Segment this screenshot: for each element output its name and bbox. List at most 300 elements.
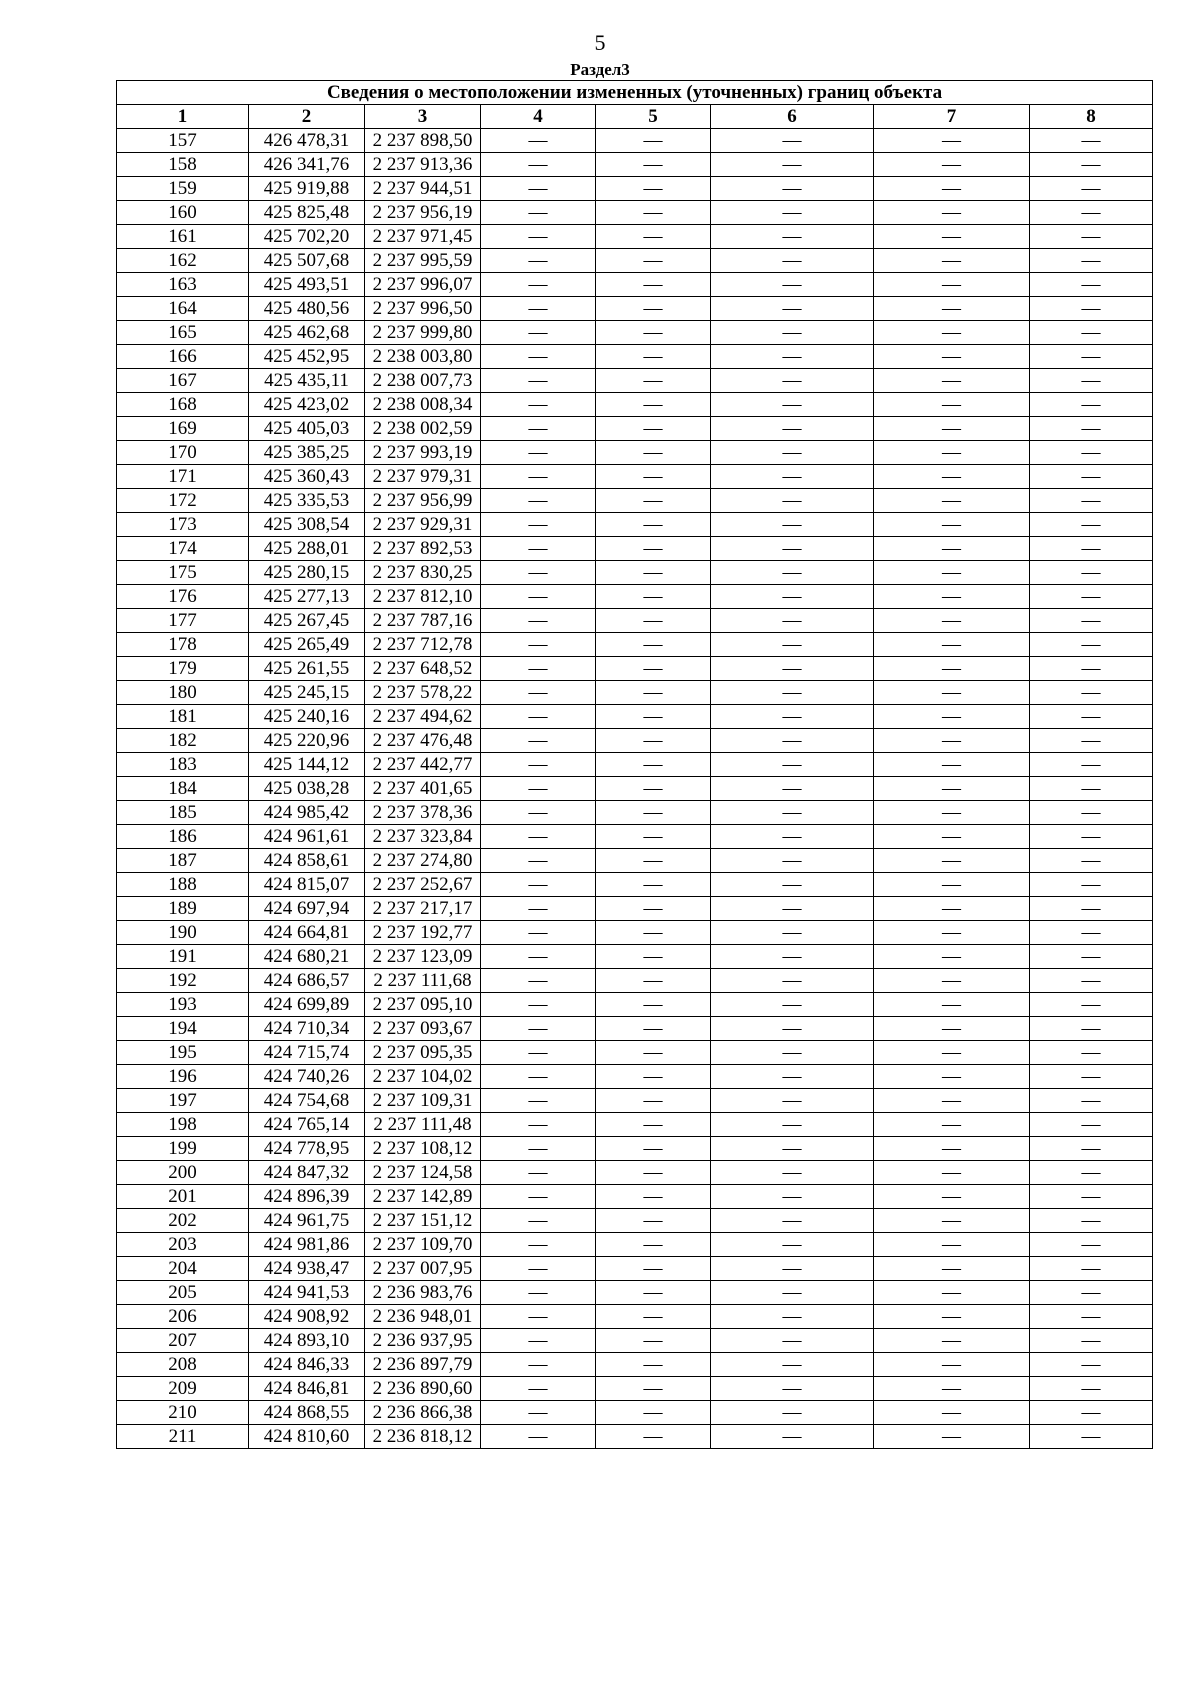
y-coordinate-cell: 2 237 993,19: [365, 441, 481, 465]
table-row: [117, 585, 1153, 609]
y-coordinate-cell: 2 237 123,09: [365, 945, 481, 969]
x-coordinate-cell: 424 710,34: [249, 1017, 365, 1041]
table-row: [117, 801, 1153, 825]
empty-value-cell: —: [1030, 1137, 1153, 1161]
empty-value-cell: —: [481, 225, 596, 249]
x-coordinate-cell: 424 868,55: [249, 1401, 365, 1425]
empty-value-cell: —: [1030, 1401, 1153, 1425]
empty-value-cell: —: [481, 609, 596, 633]
empty-value-cell: —: [874, 1281, 1030, 1305]
empty-value-cell: —: [481, 1233, 596, 1257]
empty-value-cell: —: [1030, 273, 1153, 297]
empty-value-cell: —: [596, 1065, 711, 1089]
empty-value-cell: —: [481, 585, 596, 609]
empty-value-cell: —: [481, 1281, 596, 1305]
empty-value-cell: —: [874, 657, 1030, 681]
empty-value-cell: —: [481, 1209, 596, 1233]
empty-value-cell: —: [481, 945, 596, 969]
table-row: [117, 345, 1153, 369]
y-coordinate-cell: 2 237 151,12: [365, 1209, 481, 1233]
empty-value-cell: —: [1030, 1329, 1153, 1353]
empty-value-cell: —: [711, 1281, 874, 1305]
y-coordinate-cell: 2 237 712,78: [365, 633, 481, 657]
y-coordinate-cell: 2 236 983,76: [365, 1281, 481, 1305]
empty-value-cell: —: [1030, 825, 1153, 849]
empty-value-cell: —: [711, 153, 874, 177]
empty-value-cell: —: [711, 753, 874, 777]
empty-value-cell: —: [481, 489, 596, 513]
y-coordinate-cell: 2 237 378,36: [365, 801, 481, 825]
empty-value-cell: —: [596, 249, 711, 273]
empty-value-cell: —: [596, 993, 711, 1017]
table-row: [117, 1233, 1153, 1257]
empty-value-cell: —: [874, 1113, 1030, 1137]
empty-value-cell: —: [481, 1161, 596, 1185]
empty-value-cell: —: [481, 1329, 596, 1353]
y-coordinate-cell: 2 237 929,31: [365, 513, 481, 537]
empty-value-cell: —: [874, 681, 1030, 705]
empty-value-cell: —: [1030, 153, 1153, 177]
empty-value-cell: —: [1030, 321, 1153, 345]
y-coordinate-cell: 2 237 787,16: [365, 609, 481, 633]
point-number-cell: 194: [117, 1017, 249, 1041]
empty-value-cell: —: [596, 1089, 711, 1113]
x-coordinate-cell: 424 908,92: [249, 1305, 365, 1329]
empty-value-cell: —: [711, 705, 874, 729]
y-coordinate-cell: 2 237 252,67: [365, 873, 481, 897]
empty-value-cell: —: [596, 585, 711, 609]
table-row: [117, 705, 1153, 729]
column-header: 3: [365, 105, 481, 129]
table-row: [117, 153, 1153, 177]
empty-value-cell: —: [1030, 1017, 1153, 1041]
column-header: 1: [117, 105, 249, 129]
x-coordinate-cell: 425 405,03: [249, 417, 365, 441]
empty-value-cell: —: [1030, 777, 1153, 801]
point-number-cell: 186: [117, 825, 249, 849]
empty-value-cell: —: [711, 1329, 874, 1353]
y-coordinate-cell: 2 237 274,80: [365, 849, 481, 873]
point-number-cell: 191: [117, 945, 249, 969]
y-coordinate-cell: 2 237 812,10: [365, 585, 481, 609]
empty-value-cell: —: [1030, 1209, 1153, 1233]
empty-value-cell: —: [874, 1329, 1030, 1353]
x-coordinate-cell: 425 277,13: [249, 585, 365, 609]
empty-value-cell: —: [481, 825, 596, 849]
empty-value-cell: —: [596, 1425, 711, 1449]
empty-value-cell: —: [874, 969, 1030, 993]
empty-value-cell: —: [1030, 1377, 1153, 1401]
empty-value-cell: —: [1030, 681, 1153, 705]
point-number-cell: 210: [117, 1401, 249, 1425]
empty-value-cell: —: [874, 1305, 1030, 1329]
empty-value-cell: —: [874, 393, 1030, 417]
point-number-cell: 190: [117, 921, 249, 945]
y-coordinate-cell: 2 237 898,50: [365, 129, 481, 153]
empty-value-cell: —: [481, 801, 596, 825]
empty-value-cell: —: [596, 1377, 711, 1401]
point-number-cell: 168: [117, 393, 249, 417]
empty-value-cell: —: [481, 993, 596, 1017]
y-coordinate-cell: 2 237 108,12: [365, 1137, 481, 1161]
point-number-cell: 181: [117, 705, 249, 729]
empty-value-cell: —: [481, 369, 596, 393]
empty-value-cell: —: [596, 1017, 711, 1041]
empty-value-cell: —: [711, 1233, 874, 1257]
empty-value-cell: —: [596, 561, 711, 585]
x-coordinate-cell: 425 335,53: [249, 489, 365, 513]
x-coordinate-cell: 424 699,89: [249, 993, 365, 1017]
empty-value-cell: —: [596, 921, 711, 945]
empty-value-cell: —: [711, 1425, 874, 1449]
empty-value-cell: —: [1030, 753, 1153, 777]
empty-value-cell: —: [1030, 921, 1153, 945]
x-coordinate-cell: 425 308,54: [249, 513, 365, 537]
empty-value-cell: —: [481, 177, 596, 201]
empty-value-cell: —: [711, 1185, 874, 1209]
y-coordinate-cell: 2 237 109,70: [365, 1233, 481, 1257]
x-coordinate-cell: 425 385,25: [249, 441, 365, 465]
empty-value-cell: —: [1030, 1161, 1153, 1185]
empty-value-cell: —: [1030, 657, 1153, 681]
empty-value-cell: —: [596, 201, 711, 225]
table-row: [117, 1137, 1153, 1161]
table-row: [117, 225, 1153, 249]
x-coordinate-cell: 425 038,28: [249, 777, 365, 801]
y-coordinate-cell: 2 237 109,31: [365, 1089, 481, 1113]
point-number-cell: 187: [117, 849, 249, 873]
empty-value-cell: —: [1030, 1353, 1153, 1377]
empty-value-cell: —: [596, 705, 711, 729]
point-number-cell: 200: [117, 1161, 249, 1185]
x-coordinate-cell: 426 341,76: [249, 153, 365, 177]
empty-value-cell: —: [1030, 537, 1153, 561]
empty-value-cell: —: [874, 1257, 1030, 1281]
empty-value-cell: —: [596, 1401, 711, 1425]
empty-value-cell: —: [481, 273, 596, 297]
point-number-cell: 177: [117, 609, 249, 633]
boundary-coordinates-table: [116, 80, 1153, 1449]
point-number-cell: 163: [117, 273, 249, 297]
empty-value-cell: —: [874, 249, 1030, 273]
x-coordinate-cell: 425 452,95: [249, 345, 365, 369]
table-body: [117, 129, 1153, 1449]
empty-value-cell: —: [596, 129, 711, 153]
empty-value-cell: —: [481, 681, 596, 705]
x-coordinate-cell: 424 981,86: [249, 1233, 365, 1257]
empty-value-cell: —: [596, 1113, 711, 1137]
empty-value-cell: —: [874, 1425, 1030, 1449]
empty-value-cell: —: [711, 1209, 874, 1233]
point-number-cell: 184: [117, 777, 249, 801]
x-coordinate-cell: 425 423,02: [249, 393, 365, 417]
column-header: 4: [481, 105, 596, 129]
empty-value-cell: —: [711, 1401, 874, 1425]
x-coordinate-cell: 425 245,15: [249, 681, 365, 705]
table-row: [117, 1017, 1153, 1041]
y-coordinate-cell: 2 237 217,17: [365, 897, 481, 921]
empty-value-cell: —: [481, 345, 596, 369]
point-number-cell: 192: [117, 969, 249, 993]
table-row: [117, 921, 1153, 945]
y-coordinate-cell: 2 236 890,60: [365, 1377, 481, 1401]
empty-value-cell: —: [711, 921, 874, 945]
empty-value-cell: —: [874, 1137, 1030, 1161]
y-coordinate-cell: 2 237 995,59: [365, 249, 481, 273]
x-coordinate-cell: 425 288,01: [249, 537, 365, 561]
empty-value-cell: —: [1030, 513, 1153, 537]
empty-value-cell: —: [874, 1017, 1030, 1041]
empty-value-cell: —: [711, 993, 874, 1017]
point-number-cell: 160: [117, 201, 249, 225]
empty-value-cell: —: [596, 1305, 711, 1329]
empty-value-cell: —: [874, 417, 1030, 441]
y-coordinate-cell: 2 237 830,25: [365, 561, 481, 585]
empty-value-cell: —: [711, 465, 874, 489]
empty-value-cell: —: [596, 1137, 711, 1161]
empty-value-cell: —: [874, 633, 1030, 657]
empty-value-cell: —: [711, 1137, 874, 1161]
x-coordinate-cell: 425 493,51: [249, 273, 365, 297]
table-row: [117, 873, 1153, 897]
x-coordinate-cell: 425 462,68: [249, 321, 365, 345]
empty-value-cell: —: [711, 945, 874, 969]
empty-value-cell: —: [711, 729, 874, 753]
empty-value-cell: —: [711, 561, 874, 585]
empty-value-cell: —: [711, 129, 874, 153]
point-number-cell: 176: [117, 585, 249, 609]
table-row: [117, 1065, 1153, 1089]
y-coordinate-cell: 2 237 095,10: [365, 993, 481, 1017]
point-number-cell: 183: [117, 753, 249, 777]
table-row: [117, 465, 1153, 489]
empty-value-cell: —: [481, 561, 596, 585]
empty-value-cell: —: [596, 681, 711, 705]
empty-value-cell: —: [481, 1065, 596, 1089]
empty-value-cell: —: [481, 201, 596, 225]
x-coordinate-cell: 424 896,39: [249, 1185, 365, 1209]
column-header: 7: [874, 105, 1030, 129]
y-coordinate-cell: 2 236 897,79: [365, 1353, 481, 1377]
empty-value-cell: —: [874, 1377, 1030, 1401]
empty-value-cell: —: [874, 273, 1030, 297]
empty-value-cell: —: [874, 465, 1030, 489]
x-coordinate-cell: 425 507,68: [249, 249, 365, 273]
y-coordinate-cell: 2 237 648,52: [365, 657, 481, 681]
empty-value-cell: —: [711, 273, 874, 297]
empty-value-cell: —: [711, 825, 874, 849]
x-coordinate-cell: 424 680,21: [249, 945, 365, 969]
empty-value-cell: —: [711, 873, 874, 897]
empty-value-cell: —: [596, 369, 711, 393]
x-coordinate-cell: 424 715,74: [249, 1041, 365, 1065]
empty-value-cell: —: [874, 153, 1030, 177]
empty-value-cell: —: [874, 1233, 1030, 1257]
empty-value-cell: —: [711, 1257, 874, 1281]
empty-value-cell: —: [1030, 345, 1153, 369]
empty-value-cell: —: [874, 753, 1030, 777]
empty-value-cell: —: [596, 801, 711, 825]
empty-value-cell: —: [596, 321, 711, 345]
table-row: [117, 1209, 1153, 1233]
y-coordinate-cell: 2 237 892,53: [365, 537, 481, 561]
x-coordinate-cell: 424 961,61: [249, 825, 365, 849]
x-coordinate-cell: 424 664,81: [249, 921, 365, 945]
empty-value-cell: —: [1030, 1281, 1153, 1305]
empty-value-cell: —: [874, 225, 1030, 249]
table-row: [117, 1113, 1153, 1137]
empty-value-cell: —: [874, 561, 1030, 585]
point-number-cell: 198: [117, 1113, 249, 1137]
x-coordinate-cell: 424 810,60: [249, 1425, 365, 1449]
empty-value-cell: —: [481, 729, 596, 753]
empty-value-cell: —: [874, 321, 1030, 345]
table-row: [117, 201, 1153, 225]
x-coordinate-cell: 425 825,48: [249, 201, 365, 225]
x-coordinate-cell: 425 702,20: [249, 225, 365, 249]
empty-value-cell: —: [874, 1161, 1030, 1185]
empty-value-cell: —: [481, 1257, 596, 1281]
empty-value-cell: —: [711, 585, 874, 609]
empty-value-cell: —: [481, 1041, 596, 1065]
empty-value-cell: —: [1030, 561, 1153, 585]
empty-value-cell: —: [596, 225, 711, 249]
column-header-row: [117, 105, 1153, 129]
table-caption-row: [117, 81, 1153, 105]
empty-value-cell: —: [711, 897, 874, 921]
table-row: [117, 993, 1153, 1017]
x-coordinate-cell: 424 740,26: [249, 1065, 365, 1089]
empty-value-cell: —: [596, 729, 711, 753]
empty-value-cell: —: [711, 489, 874, 513]
empty-value-cell: —: [711, 249, 874, 273]
point-number-cell: 209: [117, 1377, 249, 1401]
empty-value-cell: —: [1030, 609, 1153, 633]
table-row: [117, 681, 1153, 705]
empty-value-cell: —: [1030, 225, 1153, 249]
empty-value-cell: —: [1030, 873, 1153, 897]
y-coordinate-cell: 2 236 818,12: [365, 1425, 481, 1449]
empty-value-cell: —: [1030, 465, 1153, 489]
empty-value-cell: —: [711, 1353, 874, 1377]
x-coordinate-cell: 424 765,14: [249, 1113, 365, 1137]
empty-value-cell: —: [874, 705, 1030, 729]
empty-value-cell: —: [711, 801, 874, 825]
point-number-cell: 175: [117, 561, 249, 585]
empty-value-cell: —: [596, 1185, 711, 1209]
point-number-cell: 189: [117, 897, 249, 921]
y-coordinate-cell: 2 237 142,89: [365, 1185, 481, 1209]
point-number-cell: 174: [117, 537, 249, 561]
point-number-cell: 170: [117, 441, 249, 465]
y-coordinate-cell: 2 237 979,31: [365, 465, 481, 489]
y-coordinate-cell: 2 237 971,45: [365, 225, 481, 249]
empty-value-cell: —: [596, 633, 711, 657]
table-row: [117, 969, 1153, 993]
point-number-cell: 178: [117, 633, 249, 657]
empty-value-cell: —: [1030, 177, 1153, 201]
empty-value-cell: —: [1030, 417, 1153, 441]
empty-value-cell: —: [596, 153, 711, 177]
empty-value-cell: —: [711, 969, 874, 993]
empty-value-cell: —: [874, 801, 1030, 825]
empty-value-cell: —: [874, 897, 1030, 921]
empty-value-cell: —: [596, 849, 711, 873]
empty-value-cell: —: [711, 297, 874, 321]
y-coordinate-cell: 2 237 944,51: [365, 177, 481, 201]
empty-value-cell: —: [596, 393, 711, 417]
empty-value-cell: —: [1030, 201, 1153, 225]
empty-value-cell: —: [1030, 1113, 1153, 1137]
empty-value-cell: —: [481, 1113, 596, 1137]
x-coordinate-cell: 424 686,57: [249, 969, 365, 993]
table-row: [117, 1377, 1153, 1401]
point-number-cell: 172: [117, 489, 249, 513]
y-coordinate-cell: 2 237 093,67: [365, 1017, 481, 1041]
empty-value-cell: —: [481, 153, 596, 177]
empty-value-cell: —: [1030, 1089, 1153, 1113]
empty-value-cell: —: [1030, 705, 1153, 729]
empty-value-cell: —: [874, 513, 1030, 537]
table-row: [117, 1185, 1153, 1209]
y-coordinate-cell: 2 238 003,80: [365, 345, 481, 369]
empty-value-cell: —: [1030, 1065, 1153, 1089]
x-coordinate-cell: 425 480,56: [249, 297, 365, 321]
x-coordinate-cell: 425 265,49: [249, 633, 365, 657]
x-coordinate-cell: 424 846,33: [249, 1353, 365, 1377]
empty-value-cell: —: [874, 297, 1030, 321]
x-coordinate-cell: 424 846,81: [249, 1377, 365, 1401]
empty-value-cell: —: [711, 417, 874, 441]
y-coordinate-cell: 2 236 866,38: [365, 1401, 481, 1425]
empty-value-cell: —: [874, 1209, 1030, 1233]
point-number-cell: 203: [117, 1233, 249, 1257]
y-coordinate-cell: 2 237 999,80: [365, 321, 481, 345]
empty-value-cell: —: [711, 681, 874, 705]
table-row: [117, 1161, 1153, 1185]
empty-value-cell: —: [874, 1353, 1030, 1377]
empty-value-cell: —: [481, 249, 596, 273]
table-row: [117, 657, 1153, 681]
x-coordinate-cell: 424 815,07: [249, 873, 365, 897]
empty-value-cell: —: [481, 897, 596, 921]
table-row: [117, 513, 1153, 537]
empty-value-cell: —: [874, 129, 1030, 153]
empty-value-cell: —: [481, 1425, 596, 1449]
y-coordinate-cell: 2 237 111,48: [365, 1113, 481, 1137]
point-number-cell: 197: [117, 1089, 249, 1113]
point-number-cell: 202: [117, 1209, 249, 1233]
x-coordinate-cell: 425 435,11: [249, 369, 365, 393]
empty-value-cell: —: [1030, 129, 1153, 153]
empty-value-cell: —: [711, 1041, 874, 1065]
empty-value-cell: —: [596, 177, 711, 201]
point-number-cell: 173: [117, 513, 249, 537]
table-row: [117, 897, 1153, 921]
point-number-cell: 158: [117, 153, 249, 177]
empty-value-cell: —: [596, 1353, 711, 1377]
point-number-cell: 166: [117, 345, 249, 369]
empty-value-cell: —: [874, 609, 1030, 633]
empty-value-cell: —: [711, 1305, 874, 1329]
empty-value-cell: —: [481, 465, 596, 489]
table-row: [117, 537, 1153, 561]
empty-value-cell: —: [481, 849, 596, 873]
empty-value-cell: —: [711, 657, 874, 681]
empty-value-cell: —: [1030, 993, 1153, 1017]
table-row: [117, 297, 1153, 321]
point-number-cell: 165: [117, 321, 249, 345]
